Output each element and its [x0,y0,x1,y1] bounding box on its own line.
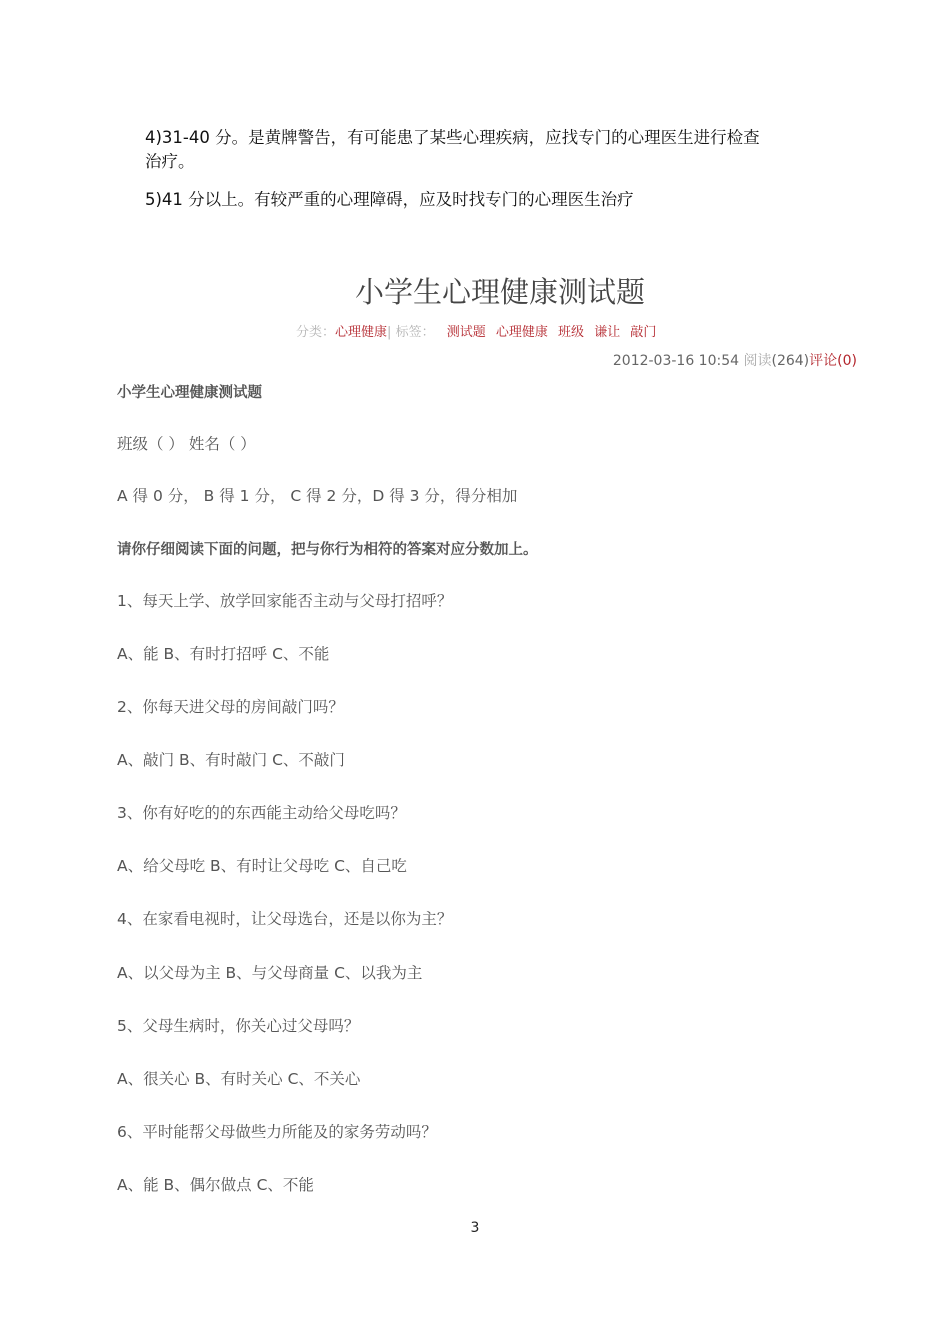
scoring-item-4-line1: 4)31-40 分。是黄牌警告，有可能患了某些心理疾病，应找专门的心理医生进行检查 [145,128,760,147]
tag-link[interactable]: 谦让 [594,325,621,340]
scoring-rule: A 得 0 分， B 得 1 分， C 得 2 分，D 得 3 分，得分相加 [117,487,518,505]
tag-link[interactable]: 班级 [558,325,585,340]
question-line: 3、你有好吃的的东西能主动给父母吃吗？ [117,804,406,822]
tag-link[interactable]: 敲门 [630,325,657,340]
meta-separator: | [387,325,392,340]
answer-line: A、给父母吃 B、有时让父母吃 C、自己吃 [117,857,407,875]
instruction: 请你仔细阅读下面的问题，把与你行为相符的答案对应分数加上。 [117,542,538,558]
scoring-item-4-line2: 治疗。 [145,152,195,171]
category-link[interactable]: 心理健康 [335,325,388,340]
tag-link[interactable]: 测试题 [446,325,486,340]
answer-line: A、能 B、偶尔做点 C、不能 [117,1176,314,1194]
question-line: 6、平时能帮父母做些力所能及的家务劳动吗？ [117,1123,437,1141]
comment-link[interactable]: 评论 [809,353,838,369]
question-line: 5、父母生病时，你关心过父母吗？ [117,1017,360,1035]
article-title: 小学生心理健康测试题 [354,275,645,309]
post-datetime: 2012-03-16 10:54 [612,353,740,369]
answer-line: A、以父母为主 B、与父母商量 C、以我为主 [117,964,423,982]
class-name-line: 班级（ ） 姓名（ ） [117,435,256,453]
page-number: 3 [470,1220,480,1236]
question-line: 4、在家看电视时，让父母选台，还是以你为主？ [117,910,453,928]
read-label: 阅读 [743,353,772,369]
read-count: (264) [771,353,810,369]
article-stats [613,350,857,370]
answer-line: A、能 B、有时打招呼 C、不能 [117,645,330,663]
tags-label: 标签： [395,325,435,340]
body-subtitle: 小学生心理健康测试题 [117,385,262,401]
question-line: 1、每天上学、放学回家能否主动与父母打招呼？ [117,592,453,610]
tag-link[interactable]: 心理健康 [495,325,548,340]
answer-line: A、很关心 B、有时关心 C、不关心 [117,1070,361,1088]
question-line: 2、你每天进父母的房间敲门吗？ [117,698,344,716]
category-label: 分类： [296,325,336,340]
article-meta [296,321,662,340]
scoring-item-5: 5)41 分以上。有较严重的心理障碍，应及时找专门的心理医生治疗 [145,190,634,209]
answer-line: A、敲门 B、有时敲门 C、不敲门 [117,751,345,769]
comment-count[interactable]: (0) [837,353,857,369]
